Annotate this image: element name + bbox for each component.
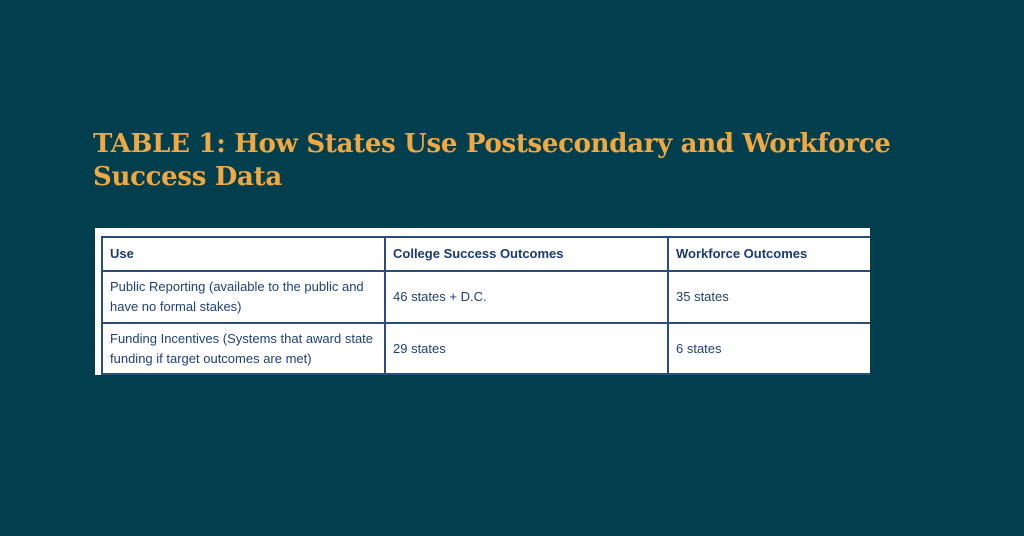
table-row-funding-incentives — [102, 323, 870, 374]
cell-funding-incentives-use: Funding Incentives (Systems that award state funding if target outcomes are met) — [102, 323, 385, 374]
data-table — [101, 236, 870, 375]
column-header-workforce-outcomes: Workforce Outcomes — [668, 237, 870, 271]
cell-public-reporting-college: 46 states + D.C. — [385, 271, 668, 323]
table-panel — [95, 228, 870, 375]
column-header-use: Use — [102, 237, 385, 271]
table-row-public-reporting — [102, 271, 870, 323]
cell-public-reporting-workforce: 35 states — [668, 271, 870, 323]
cell-funding-incentives-college: 29 states — [385, 323, 668, 374]
column-header-college-success-outcomes: College Success Outcomes — [385, 237, 668, 271]
page-title: TABLE 1: How States Use Postsecondary and Workforce Success Data — [93, 129, 891, 193]
cell-funding-incentives-workforce: 6 states — [668, 323, 870, 374]
table-header-row — [102, 237, 870, 271]
cell-public-reporting-use: Public Reporting (available to the public and have no formal stakes) — [102, 271, 385, 323]
